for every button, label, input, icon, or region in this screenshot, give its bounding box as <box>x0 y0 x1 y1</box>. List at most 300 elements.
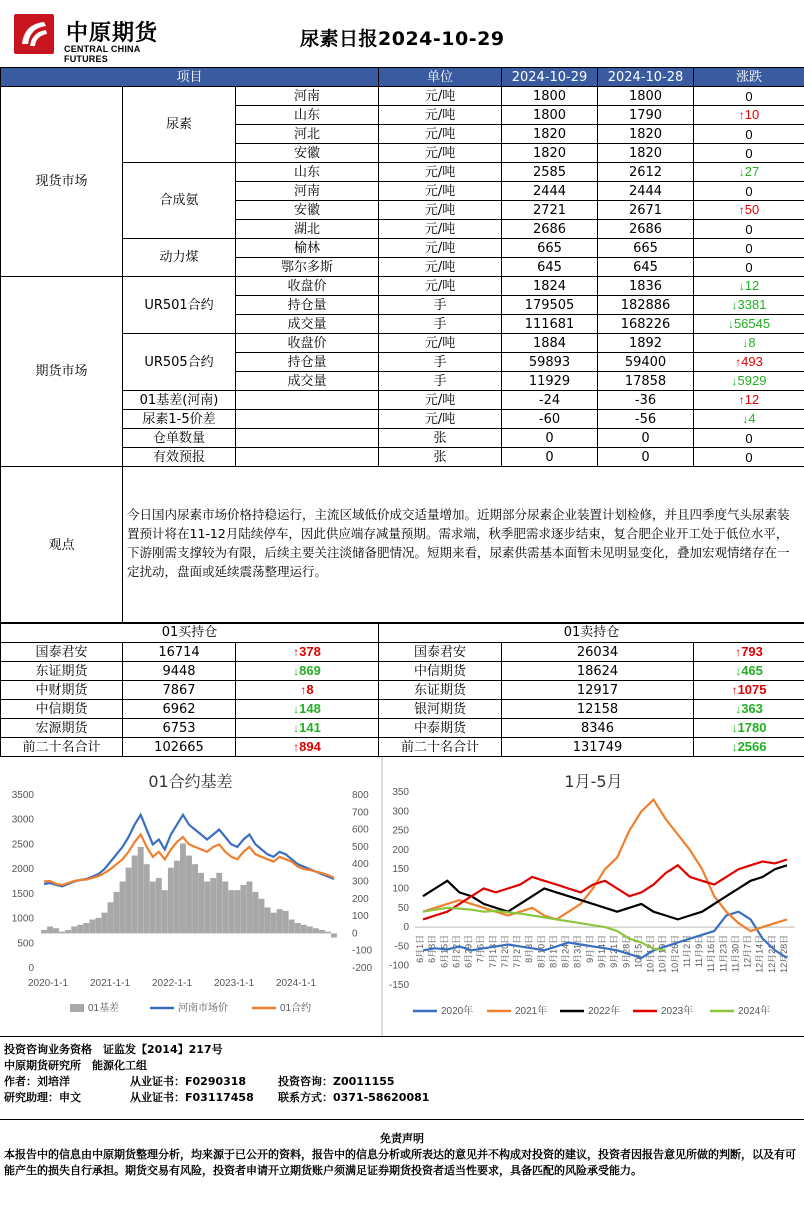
x-tick-label: 8月24日 <box>560 934 571 968</box>
region-cell: 河南 <box>236 182 379 201</box>
x-tick-label: 6月8日 <box>427 934 438 963</box>
buy-position-value: 9448 <box>123 662 236 681</box>
change-value: 8 <box>306 682 314 697</box>
legend-label-01: 01合约 <box>280 1003 312 1014</box>
unit-cell: 元/吨 <box>379 220 502 239</box>
value-current: 645 <box>502 258 598 277</box>
x-tick-label: 2022-1-1 <box>151 978 193 989</box>
sell-broker-name: 中泰期货 <box>379 719 502 738</box>
legend-label-basis: 01基差 <box>88 1003 120 1014</box>
arrow-down-icon: ↓ <box>293 702 300 716</box>
change-value: 894 <box>299 739 321 754</box>
unit-cell: 元/吨 <box>379 334 502 353</box>
value-previous: 1790 <box>598 106 694 125</box>
basis-bar <box>289 920 295 934</box>
change-cell <box>694 125 804 144</box>
position-row <box>1 700 804 719</box>
position-row <box>1 719 804 738</box>
y-right-tick-label: 700 <box>352 807 369 819</box>
buy-position-change <box>236 643 379 662</box>
unit-cell: 元/吨 <box>379 258 502 277</box>
basis-bar <box>120 882 126 934</box>
value-previous: 2612 <box>598 163 694 182</box>
value-previous: 1836 <box>598 277 694 296</box>
value-previous: 2444 <box>598 182 694 201</box>
basis-bar <box>295 923 301 933</box>
unit-cell: 张 <box>379 448 502 467</box>
charts-area <box>0 757 804 1036</box>
metric-cell: 收盘价 <box>236 334 379 353</box>
region-cell: 湖北 <box>236 220 379 239</box>
sell-position-value: 18624 <box>502 662 694 681</box>
arrow-down-icon: ↓ <box>735 664 742 678</box>
arrow-down-icon: ↓ <box>738 279 745 293</box>
basis-bar <box>101 913 107 934</box>
value-previous: 1892 <box>598 334 694 353</box>
basis-bar <box>89 920 95 934</box>
basis-chart <box>0 757 381 1036</box>
change-cell <box>694 429 804 448</box>
buy-broker-name: 前二十名合计 <box>1 738 123 757</box>
empty-cell <box>236 448 379 467</box>
buy-position-value: 102665 <box>123 738 236 757</box>
report-footer <box>0 1036 804 1207</box>
footer-divider <box>0 1119 804 1120</box>
basis-bar <box>319 930 325 933</box>
change-value: 869 <box>299 663 321 678</box>
legend-label-2: 2022年 <box>588 1006 621 1017</box>
change-cell <box>694 410 804 429</box>
basis-bar <box>283 911 289 933</box>
change-value: 0 <box>745 449 753 465</box>
region-cell: 鄂尔多斯 <box>236 258 379 277</box>
change-cell <box>694 182 804 201</box>
sell-position-change <box>694 738 804 757</box>
table-row <box>1 87 804 106</box>
value-current: 59893 <box>502 353 598 372</box>
change-value: 1780 <box>737 720 767 735</box>
arrow-up-icon: ↑ <box>300 683 307 697</box>
unit-cell: 手 <box>379 353 502 372</box>
y-right-tick-label: 500 <box>352 841 369 853</box>
y-tick-label: -50 <box>394 941 409 953</box>
region-cell: 安徽 <box>236 144 379 163</box>
value-previous: 1820 <box>598 144 694 163</box>
value-current: -60 <box>502 410 598 429</box>
x-tick-label: 7月13日 <box>487 934 498 968</box>
y-left-tick-label: 1500 <box>11 888 34 900</box>
x-tick-label: 6月29日 <box>463 934 474 968</box>
basis-bar <box>168 868 174 934</box>
change-value: 12 <box>744 392 760 407</box>
value-current: 1820 <box>502 144 598 163</box>
basis-bar <box>132 856 138 934</box>
value-current: 1884 <box>502 334 598 353</box>
x-tick-label: 12月21日 <box>766 934 777 973</box>
basis-bar <box>192 864 198 933</box>
arrow-down-icon: ↓ <box>742 412 749 426</box>
region-cell: 山东 <box>236 106 379 125</box>
futures-market-label: 期货市场 <box>1 277 123 467</box>
sell-broker-name: 银河期货 <box>379 700 502 719</box>
legend-label-0: 2020年 <box>441 1006 474 1017</box>
buy-position-change <box>236 700 379 719</box>
unit-cell: 元/吨 <box>379 125 502 144</box>
table-row <box>1 277 804 296</box>
sell-position-change <box>694 662 804 681</box>
change-value: 378 <box>299 644 321 659</box>
x-tick-label: 8月17日 <box>548 934 559 968</box>
buy-positions-title: 01买持仓 <box>1 623 379 643</box>
change-value: 0 <box>745 221 753 237</box>
value-current: 2721 <box>502 201 598 220</box>
product-label: 动力煤 <box>123 239 236 277</box>
y-tick-label: 350 <box>392 787 409 798</box>
sell-positions-title: 01卖持仓 <box>379 623 804 643</box>
change-value: 493 <box>741 354 763 369</box>
basis-bar <box>301 925 307 934</box>
empty-cell <box>236 429 379 448</box>
value-current: 2444 <box>502 182 598 201</box>
change-value: 5929 <box>737 373 767 388</box>
market-data-table <box>0 67 804 624</box>
unit-cell: 元/吨 <box>379 163 502 182</box>
change-value: 141 <box>299 720 321 735</box>
change-value: 0 <box>745 259 753 275</box>
arrow-down-icon: ↓ <box>293 721 300 735</box>
unit-cell: 元/吨 <box>379 182 502 201</box>
basis-bar <box>144 864 150 933</box>
unit-cell: 元/吨 <box>379 106 502 125</box>
contract-label: UR501合约 <box>123 277 236 334</box>
basis-bar <box>271 913 277 934</box>
change-cell <box>694 163 804 182</box>
x-tick-label: 6月1日 <box>415 934 425 963</box>
y-tick-label: -100 <box>388 960 409 972</box>
basis-bar <box>174 861 180 934</box>
y-left-tick-label: 3000 <box>11 814 34 826</box>
logo-chinese-text: 中原期货 <box>66 20 159 46</box>
assistant-cert: 从业证书：F03117458 <box>130 1091 254 1104</box>
sell-position-change <box>694 719 804 738</box>
change-cell <box>694 106 804 125</box>
change-value: 363 <box>741 701 763 716</box>
basis-bar <box>216 873 222 934</box>
unit-cell: 手 <box>379 315 502 334</box>
value-previous: 645 <box>598 258 694 277</box>
change-cell <box>694 220 804 239</box>
metric-cell: 持仓量 <box>236 353 379 372</box>
x-tick-label: 2023-1-1 <box>213 978 255 989</box>
value-current: 179505 <box>502 296 598 315</box>
y-left-tick-label: 500 <box>17 938 34 950</box>
table-header-row <box>1 68 804 87</box>
buy-broker-name: 中信期货 <box>1 700 123 719</box>
y-left-tick-label: 1000 <box>11 913 34 925</box>
x-tick-label: 9月14日 <box>597 934 607 968</box>
metric-cell: 尿素1-5价差 <box>123 410 236 429</box>
institute-line: 中原期货研究所 能源化工组 <box>4 1059 147 1072</box>
basis-bar <box>53 928 59 933</box>
metric-cell: 成交量 <box>236 315 379 334</box>
change-value: 4 <box>748 411 756 426</box>
value-previous: 168226 <box>598 315 694 334</box>
y-tick-label: -150 <box>388 980 409 991</box>
y-tick-label: 0 <box>403 922 409 934</box>
unit-cell: 元/吨 <box>379 87 502 106</box>
x-tick-label: 11月2日 <box>681 934 692 968</box>
disclaimer-title: 免责声明 <box>380 1132 424 1145</box>
region-cell: 榆林 <box>236 239 379 258</box>
change-value: 56545 <box>733 316 771 331</box>
x-tick-label: 6月22日 <box>451 934 462 968</box>
basis-bar <box>259 899 265 934</box>
arrow-down-icon: ↓ <box>731 374 738 388</box>
legend-label-henan: 河南市场价 <box>178 1003 228 1014</box>
x-tick-label: 6月15日 <box>439 934 450 968</box>
value-previous: 0 <box>598 429 694 448</box>
value-previous: 665 <box>598 239 694 258</box>
x-tick-label: 2024-1-1 <box>275 978 317 989</box>
author-consult: 投资咨询：Z0011155 <box>278 1075 395 1088</box>
buy-position-change <box>236 719 379 738</box>
buy-broker-name: 宏源期货 <box>1 719 123 738</box>
region-cell: 山东 <box>236 163 379 182</box>
metric-cell: 持仓量 <box>236 296 379 315</box>
metric-cell: 成交量 <box>236 372 379 391</box>
unit-cell: 元/吨 <box>379 144 502 163</box>
buy-position-value: 16714 <box>123 643 236 662</box>
x-tick-label: 11月23日 <box>718 934 729 973</box>
change-value: 465 <box>741 663 763 678</box>
y-right-tick-label: 100 <box>352 911 369 923</box>
basis-bar <box>150 882 156 934</box>
unit-cell: 张 <box>379 429 502 448</box>
view-row <box>1 467 804 624</box>
basis-bar <box>156 878 162 933</box>
y-left-tick-label: 2500 <box>11 839 34 851</box>
x-tick-label: 9月7日 <box>584 934 595 963</box>
position-row <box>1 738 804 757</box>
unit-cell: 元/吨 <box>379 201 502 220</box>
basis-bar <box>47 926 53 933</box>
y-right-tick-label: -100 <box>352 945 373 957</box>
y-right-tick-label: 800 <box>352 790 369 801</box>
buy-position-value: 6753 <box>123 719 236 738</box>
basis-bar <box>186 856 192 934</box>
x-tick-label: 11月9日 <box>694 934 705 968</box>
basis-chart-svg <box>0 757 381 1036</box>
basis-bar <box>331 933 337 937</box>
change-value: 0 <box>745 183 753 199</box>
y-left-tick-label: 2000 <box>11 864 34 876</box>
basis-bar <box>162 890 168 933</box>
x-tick-label: 10月26日 <box>669 934 680 973</box>
change-value: 0 <box>745 430 753 446</box>
x-tick-label: 2021-1-1 <box>89 978 131 989</box>
change-cell <box>694 353 804 372</box>
x-tick-label: 11月30日 <box>730 934 741 973</box>
arrow-down-icon: ↓ <box>735 702 742 716</box>
header-date2: 2024-10-28 <box>598 68 694 87</box>
header-unit: 单位 <box>379 68 502 87</box>
unit-cell: 元/吨 <box>379 277 502 296</box>
change-cell <box>694 277 804 296</box>
assistant-label: 研究助理：申文 <box>4 1091 81 1104</box>
x-tick-label: 9月28日 <box>621 934 632 968</box>
change-cell <box>694 258 804 277</box>
x-tick-label: 7月20日 <box>499 934 510 968</box>
change-value: 0 <box>745 126 753 142</box>
change-value: 12 <box>744 278 760 293</box>
header-item: 项目 <box>1 68 379 87</box>
spread-chart <box>383 757 804 1036</box>
arrow-up-icon: ↑ <box>731 683 738 697</box>
position-row <box>1 643 804 662</box>
y-right-tick-label: 0 <box>352 928 358 940</box>
region-cell: 河南 <box>236 87 379 106</box>
value-previous: -36 <box>598 391 694 410</box>
change-cell <box>694 239 804 258</box>
basis-bar <box>325 932 331 934</box>
change-value: 1075 <box>737 682 767 697</box>
x-tick-label: 2020-1-1 <box>27 978 69 989</box>
arrow-down-icon: ↓ <box>731 721 738 735</box>
change-cell <box>694 296 804 315</box>
y-right-tick-label: 200 <box>352 893 369 905</box>
legend-label-4: 2024年 <box>738 1006 771 1017</box>
contact-info: 联系方式：0371-58620081 <box>278 1091 430 1104</box>
value-current: 1824 <box>502 277 598 296</box>
basis-bar <box>307 926 313 933</box>
arrow-up-icon: ↑ <box>293 645 300 659</box>
basis-bar <box>180 843 186 933</box>
y-tick-label: 200 <box>392 844 409 856</box>
x-tick-label: 11月16日 <box>706 934 717 973</box>
disclaimer-text: 本报告中的信息由中原期货整理分析，均来源于已公开的资料，报告中的信息分析或所表达的意见并不构成对投资的建议，投资者因报告意见所做的判断，以及有可能产生的损失自行承担。期货交易有风险，投资者申请开立期货账户须满足证券期货投资者适当性要求，具备匹配的风险承受能力。 <box>4 1148 796 1177</box>
x-tick-label: 7月27日 <box>512 934 523 968</box>
arrow-down-icon: ↓ <box>738 165 745 179</box>
arrow-up-icon: ↑ <box>735 355 742 369</box>
x-tick-label: 10月12日 <box>645 934 656 973</box>
author-cert: 从业证书：F0290318 <box>130 1075 247 1088</box>
metric-cell: 01基差(河南) <box>123 391 236 410</box>
buy-position-value: 6962 <box>123 700 236 719</box>
spread-chart-svg <box>383 757 804 1036</box>
view-label: 观点 <box>1 467 123 624</box>
change-value: 8 <box>748 335 756 350</box>
arrow-up-icon: ↑ <box>738 203 745 217</box>
y-left-tick-label: 3500 <box>11 790 34 801</box>
buy-broker-name: 中财期货 <box>1 681 123 700</box>
sell-broker-name: 国泰君安 <box>379 643 502 662</box>
x-tick-label: 7月6日 <box>475 934 486 963</box>
basis-bar <box>198 873 204 934</box>
buy-broker-name: 国泰君安 <box>1 643 123 662</box>
basis-bar <box>246 882 252 934</box>
basis-bar <box>204 882 210 934</box>
logo-english-text: CENTRAL CHINA FUTURES <box>64 44 141 64</box>
change-cell <box>694 372 804 391</box>
contract-label: UR505合约 <box>123 334 236 391</box>
change-cell <box>694 87 804 106</box>
x-tick-label: 12月28日 <box>779 934 789 973</box>
basis-bar <box>77 925 83 934</box>
arrow-down-icon: ↓ <box>727 317 734 331</box>
sell-position-value: 8346 <box>502 719 694 738</box>
y-right-tick-label: 400 <box>352 859 369 871</box>
value-current: 1820 <box>502 125 598 144</box>
basis-bar <box>234 890 240 933</box>
y-right-tick-label: -200 <box>352 963 373 974</box>
basis-bar <box>252 892 258 934</box>
product-label: 合成氨 <box>123 163 236 239</box>
value-previous: 1800 <box>598 87 694 106</box>
legend-label-1: 2021年 <box>515 1006 548 1017</box>
empty-cell <box>236 391 379 410</box>
value-previous: 182886 <box>598 296 694 315</box>
metric-cell: 收盘价 <box>236 277 379 296</box>
unit-cell: 元/吨 <box>379 410 502 429</box>
sell-position-value: 26034 <box>502 643 694 662</box>
header-date1: 2024-10-29 <box>502 68 598 87</box>
position-row <box>1 662 804 681</box>
change-value: 27 <box>744 164 760 179</box>
unit-cell: 元/吨 <box>379 239 502 258</box>
change-value: 148 <box>299 701 321 716</box>
basis-bar <box>313 928 319 933</box>
positions-table <box>0 622 804 757</box>
basis-bar <box>228 890 234 933</box>
basis-bar <box>71 926 77 933</box>
sell-broker-name: 前二十名合计 <box>379 738 502 757</box>
change-cell <box>694 334 804 353</box>
position-row <box>1 681 804 700</box>
basis-bar <box>265 907 271 933</box>
buy-position-value: 7867 <box>123 681 236 700</box>
basis-bar <box>41 930 47 933</box>
empty-cell <box>236 410 379 429</box>
change-cell <box>694 144 804 163</box>
sell-broker-name: 东证期货 <box>379 681 502 700</box>
logo-icon <box>14 14 54 54</box>
value-current: -24 <box>502 391 598 410</box>
change-value: 50 <box>744 202 760 217</box>
y-left-tick-label: 0 <box>28 963 34 974</box>
change-value: 3381 <box>737 297 767 312</box>
sell-position-change <box>694 681 804 700</box>
arrow-up-icon: ↑ <box>735 645 742 659</box>
sell-position-value: 131749 <box>502 738 694 757</box>
change-value: 0 <box>745 88 753 104</box>
arrow-up-icon: ↑ <box>738 393 745 407</box>
basis-bar <box>114 892 120 934</box>
basis-bar <box>240 885 246 933</box>
qualification-line: 投资咨询业务资格 证监发【2014】217号 <box>4 1043 223 1056</box>
change-cell <box>694 201 804 220</box>
legend-swatch-basis <box>70 1004 84 1012</box>
product-label: 尿素 <box>123 87 236 163</box>
basis-bar <box>107 902 113 933</box>
value-previous: 1820 <box>598 125 694 144</box>
basis-bar <box>210 878 216 933</box>
company-logo <box>14 14 182 64</box>
value-current: 111681 <box>502 315 598 334</box>
sell-position-change <box>694 643 804 662</box>
change-value: 0 <box>745 240 753 256</box>
unit-cell: 手 <box>379 372 502 391</box>
change-cell <box>694 391 804 410</box>
